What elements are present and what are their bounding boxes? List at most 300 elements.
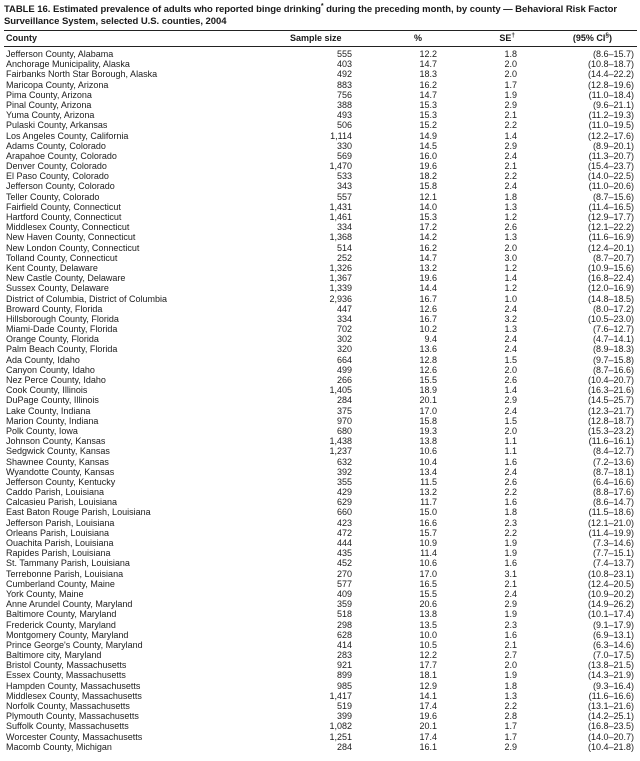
- ci-cell: (11.3–20.7): [588, 150, 634, 161]
- percent-cell: 10.0: [419, 629, 437, 640]
- sample-size-cell: 557: [336, 191, 352, 202]
- sample-size-cell: 577: [336, 578, 352, 589]
- county-cell: El Paso County, Colorado: [6, 171, 109, 182]
- se-cell: 1.2: [504, 283, 517, 294]
- ci-cell: (11.0–18.4): [588, 89, 634, 100]
- se-cell: 1.8: [504, 680, 517, 691]
- sample-size-cell: 298: [336, 619, 352, 630]
- ci-cell: (10.8–18.7): [587, 59, 634, 70]
- table-row: [4, 355, 637, 365]
- sample-size-cell: 399: [336, 711, 352, 722]
- sample-size-cell: 414: [336, 639, 352, 650]
- ci-cell: (14.0–20.7): [587, 731, 634, 742]
- se-cell: 1.4: [504, 130, 517, 141]
- percent-cell: 14.7: [419, 59, 437, 70]
- ci-cell: (9.1–17.9): [592, 619, 634, 630]
- column-header-se: [447, 31, 527, 47]
- table-row: [4, 579, 637, 589]
- county-cell: Yuma County, Arizona: [6, 110, 95, 121]
- table-row: [4, 334, 637, 344]
- table-row: [4, 558, 637, 568]
- table-row: [4, 59, 637, 69]
- sample-size-cell: 266: [336, 375, 352, 385]
- sample-size-cell: 409: [336, 588, 352, 599]
- county-cell: Plymouth County, Massachusetts: [6, 711, 139, 722]
- percent-cell: 14.7: [419, 252, 437, 263]
- percent-cell: 15.5: [419, 375, 437, 385]
- se-cell: 3.0: [504, 252, 517, 263]
- se-cell: 1.3: [504, 324, 517, 335]
- table-row: [4, 171, 637, 181]
- table-row: [4, 80, 637, 90]
- sample-size-cell: 270: [336, 568, 352, 579]
- se-cell: 1.6: [504, 629, 517, 640]
- ci-cell: (7.0–17.5): [592, 650, 634, 661]
- sample-size-cell: 375: [336, 405, 352, 416]
- percent-cell: 12.8: [419, 354, 437, 365]
- se-cell: 2.4: [504, 334, 517, 345]
- table-row: [4, 273, 637, 283]
- ci-cell: (16.8–22.4): [587, 273, 634, 284]
- county-cell: York County, Maine: [6, 588, 84, 599]
- table-row: [4, 569, 637, 579]
- county-cell: Frederick County, Maryland: [6, 619, 116, 630]
- ci-cell: (11.0–19.5): [588, 120, 634, 131]
- county-cell: Baltimore County, Maryland: [6, 609, 117, 620]
- county-cell: Baltimore city, Maryland: [6, 650, 102, 661]
- table-row: [4, 721, 637, 731]
- se-cell: 1.1: [504, 446, 517, 457]
- table-row: [4, 518, 637, 528]
- table-row: [4, 670, 637, 680]
- county-cell: Anne Arundel County, Maryland: [6, 599, 133, 610]
- percent-cell: 19.6: [419, 161, 437, 172]
- ci-cell: (6.3–14.6): [592, 639, 634, 650]
- sample-size-cell: 499: [336, 364, 352, 375]
- sample-size-cell: 628: [336, 629, 352, 640]
- se-cell: 2.1: [504, 110, 517, 121]
- county-cell: Hartford County, Connecticut: [6, 212, 122, 222]
- county-cell: Kent County, Delaware: [6, 262, 98, 273]
- column-header-percent-label: %: [413, 33, 422, 43]
- county-cell: Palm Beach County, Florida: [6, 344, 118, 355]
- percent-cell: 16.6: [419, 517, 437, 528]
- sample-size-cell: 533: [336, 171, 352, 182]
- county-cell: Denver County, Colorado: [6, 161, 107, 172]
- se-cell: 2.1: [504, 578, 517, 589]
- county-cell: Pima County, Arizona: [6, 89, 92, 100]
- percent-cell: 15.0: [419, 507, 437, 518]
- ci-cell: (13.8–21.5): [587, 660, 634, 671]
- percent-cell: 18.1: [419, 670, 437, 681]
- table-row: [4, 538, 637, 548]
- sample-size-cell: 452: [336, 558, 352, 569]
- sample-size-cell: 355: [336, 476, 352, 487]
- se-cell: 1.5: [504, 354, 517, 365]
- ci-cell: (7.4–13.7): [592, 558, 634, 569]
- county-cell: Pinal County, Arizona: [6, 99, 92, 110]
- ci-cell: (10.1–17.4): [587, 609, 634, 620]
- table-header: [4, 31, 637, 47]
- table-row: [4, 395, 637, 405]
- sample-size-cell: 921: [336, 660, 352, 671]
- table-row: [4, 630, 637, 640]
- county-cell: Hillsborough County, Florida: [6, 313, 119, 324]
- percent-cell: 17.2: [419, 222, 437, 233]
- se-cell: 2.0: [504, 59, 517, 70]
- sample-size-cell: 284: [336, 741, 352, 752]
- ci-cell: (10.9–15.6): [587, 262, 634, 273]
- se-cell: 2.8: [504, 711, 517, 722]
- sample-size-cell: 1,367: [329, 273, 352, 284]
- ci-cell: (15.3–23.2): [587, 425, 634, 436]
- percent-cell: 15.8: [419, 415, 437, 426]
- county-cell: Terrebonne Parish, Louisiana: [6, 568, 124, 579]
- se-cell: 2.1: [504, 639, 517, 650]
- table-row: [4, 243, 637, 253]
- se-cell: 2.0: [504, 425, 517, 436]
- column-header-percent: [362, 31, 447, 47]
- table-row: [4, 100, 637, 110]
- se-cell: 1.7: [504, 721, 517, 732]
- table-row: [4, 314, 637, 324]
- sample-size-cell: 435: [336, 548, 352, 559]
- table-row: [4, 304, 637, 314]
- se-cell: 1.9: [504, 670, 517, 681]
- county-cell: DuPage County, Illinois: [6, 395, 99, 406]
- sample-size-cell: 1,237: [329, 446, 352, 457]
- ci-cell: (16.8–23.5): [587, 721, 634, 732]
- se-cell: 1.5: [504, 415, 517, 426]
- percent-cell: 20.6: [419, 599, 437, 610]
- se-cell: 1.4: [504, 273, 517, 284]
- table-row: [4, 181, 637, 191]
- se-cell: 1.9: [504, 89, 517, 100]
- county-cell: Worcester County, Massachusetts: [6, 731, 143, 742]
- ci-cell: (8.9–18.3): [592, 344, 634, 355]
- sample-size-cell: 660: [336, 507, 352, 518]
- percent-cell: 18.3: [419, 69, 437, 80]
- ci-cell: (11.2–19.3): [588, 110, 634, 121]
- ci-cell: (8.6–14.7): [592, 497, 634, 508]
- table-row: [4, 283, 637, 293]
- sample-size-cell: 1,461: [329, 212, 352, 222]
- se-cell: 1.3: [504, 201, 517, 212]
- percent-cell: 14.5: [419, 140, 437, 151]
- ci-cell: (12.3–21.7): [587, 405, 634, 416]
- sample-size-cell: 320: [336, 344, 352, 355]
- percent-cell: 19.3: [419, 425, 437, 436]
- sample-size-cell: 1,082: [329, 721, 352, 732]
- se-cell: 3.1: [504, 568, 517, 579]
- sample-size-cell: 359: [336, 599, 352, 610]
- table-row: [4, 609, 637, 619]
- table-row: [4, 711, 637, 721]
- se-cell: 1.9: [504, 548, 517, 559]
- se-cell: 1.1: [504, 436, 517, 447]
- table-row: [4, 497, 637, 507]
- table-row: [4, 589, 637, 599]
- table-row: [4, 701, 637, 711]
- sample-size-cell: 1,368: [329, 232, 352, 243]
- percent-cell: 15.8: [419, 181, 437, 192]
- se-cell: 2.4: [504, 150, 517, 161]
- county-cell: Broward County, Florida: [6, 303, 103, 314]
- percent-cell: 11.5: [420, 476, 437, 487]
- se-cell: 1.8: [504, 49, 517, 59]
- ci-cell: (14.2–25.1): [587, 711, 634, 722]
- county-cell: Jefferson County, Alabama: [6, 49, 114, 59]
- table-row: [4, 620, 637, 630]
- table-row: [4, 110, 637, 120]
- percent-cell: 13.2: [419, 487, 437, 498]
- se-cell: 2.4: [504, 344, 517, 355]
- ci-cell: (14.3–21.9): [587, 670, 634, 681]
- percent-cell: 14.2: [419, 232, 437, 243]
- se-cell: 2.6: [504, 222, 517, 233]
- ci-cell: (9.7–15.8): [592, 354, 634, 365]
- percent-cell: 12.9: [419, 680, 437, 691]
- ci-cell: (11.6–16.6): [588, 690, 634, 701]
- county-cell: New Haven County, Connecticut: [6, 232, 136, 243]
- percent-cell: 17.4: [419, 731, 437, 742]
- ci-cell: (14.8–18.5): [587, 293, 634, 304]
- percent-cell: 17.4: [419, 701, 437, 711]
- ci-cell: (8.6–15.7): [592, 49, 634, 59]
- table-row: [4, 47, 637, 60]
- county-cell: Caddo Parish, Louisiana: [6, 487, 105, 498]
- percent-cell: 20.1: [419, 395, 437, 406]
- table-row: [4, 294, 637, 304]
- county-cell: Jefferson County, Colorado: [6, 181, 115, 192]
- column-header-county: [4, 31, 289, 47]
- percent-cell: 15.7: [419, 527, 437, 538]
- sample-size-cell: 1,339: [329, 283, 352, 294]
- se-cell: 1.2: [504, 212, 517, 222]
- percent-cell: 10.6: [419, 446, 437, 457]
- county-cell: East Baton Rouge Parish, Louisiana: [6, 507, 151, 518]
- county-cell: Pulaski County, Arkansas: [6, 120, 108, 131]
- ci-cell: (12.2–17.6): [587, 130, 634, 141]
- se-cell: 2.6: [504, 375, 517, 385]
- percent-cell: 12.1: [419, 191, 437, 202]
- table-row: [4, 365, 637, 375]
- ci-cell: (11.0–20.6): [588, 181, 634, 192]
- county-cell: Hampden County, Massachusetts: [6, 680, 141, 691]
- se-cell: 2.3: [504, 619, 517, 630]
- ci-cell: (11.6–16.1): [588, 436, 634, 447]
- table-row: [4, 477, 637, 487]
- se-cell: 2.6: [504, 476, 517, 487]
- se-cell: 2.4: [504, 405, 517, 416]
- sample-size-cell: 569: [336, 150, 352, 161]
- county-cell: New London County, Connecticut: [6, 242, 140, 253]
- ci-cell: (6.4–16.6): [592, 476, 634, 487]
- ci-cell: (6.9–13.1): [592, 629, 634, 640]
- county-cell: Adams County, Colorado: [6, 140, 106, 151]
- table-row: [4, 141, 637, 151]
- se-cell: 2.4: [504, 181, 517, 192]
- table-row: [4, 436, 637, 446]
- sample-size-cell: 629: [336, 497, 352, 508]
- percent-cell: 15.3: [419, 110, 437, 121]
- county-cell: Miami-Dade County, Florida: [6, 324, 118, 335]
- county-cell: Lake County, Indiana: [6, 405, 91, 416]
- percent-cell: 13.2: [419, 262, 437, 273]
- ci-cell: (10.4–21.8): [587, 741, 634, 752]
- se-cell: 1.9: [504, 538, 517, 548]
- table-row: [4, 344, 637, 354]
- sample-size-cell: 334: [336, 222, 352, 233]
- percent-cell: 16.2: [419, 79, 437, 90]
- header-row: [4, 31, 637, 47]
- sample-size-cell: 514: [336, 242, 352, 253]
- table-row: [4, 650, 637, 660]
- ci-cell: (12.4–20.5): [587, 578, 634, 589]
- sample-size-cell: 1,438: [329, 436, 352, 447]
- percent-cell: 16.1: [419, 741, 437, 752]
- table-row: [4, 406, 637, 416]
- percent-cell: 16.7: [419, 293, 437, 304]
- se-cell: 2.9: [504, 599, 517, 610]
- sample-size-cell: 899: [336, 670, 352, 681]
- se-cell: 2.2: [504, 701, 517, 711]
- percent-cell: 14.1: [419, 690, 437, 701]
- county-cell: Bristol County, Massachusetts: [6, 660, 127, 671]
- percent-cell: 16.0: [419, 150, 437, 161]
- percent-cell: 12.2: [419, 650, 437, 661]
- se-cell: 1.6: [504, 456, 517, 467]
- county-cell: Fairbanks North Star Borough, Alaska: [6, 69, 158, 80]
- ci-cell: (10.5–23.0): [587, 313, 634, 324]
- se-cell: 2.0: [504, 364, 517, 375]
- sample-size-cell: 970: [336, 415, 352, 426]
- percent-cell: 11.4: [420, 548, 437, 559]
- ci-cell: (12.1–21.0): [587, 517, 634, 528]
- sample-size-cell: 519: [336, 701, 352, 711]
- percent-cell: 15.5: [419, 588, 437, 599]
- ci-cell: (12.1–22.2): [587, 222, 634, 233]
- ci-cell: (8.9–20.1): [592, 140, 634, 151]
- table-row: [4, 120, 637, 130]
- county-cell: Suffolk County, Massachusetts: [6, 721, 129, 732]
- table-row: [4, 467, 637, 477]
- county-cell: Los Angeles County, California: [6, 130, 129, 141]
- ci-cell: (12.8–18.7): [587, 415, 634, 426]
- column-header-county-label: County: [6, 33, 37, 43]
- se-cell: 2.0: [504, 660, 517, 671]
- sample-size-cell: 284: [336, 395, 352, 406]
- percent-cell: 18.9: [419, 385, 437, 396]
- county-cell: Macomb County, Michigan: [6, 741, 112, 752]
- se-cell: 3.2: [504, 313, 517, 324]
- sample-size-cell: 403: [336, 59, 352, 70]
- percent-cell: 13.4: [419, 466, 437, 477]
- se-cell: 2.2: [504, 171, 517, 182]
- county-cell: Norfolk County, Massachusetts: [6, 701, 130, 711]
- table-title-text-continued: during the preceding month, by county — Behavioral Risk Factor Surveillance System, selected U.S. counties, 2004: [4, 4, 618, 27]
- percent-cell: 12.6: [419, 303, 437, 314]
- ci-cell: (8.7–20.7): [592, 252, 634, 263]
- ci-cell: (10.4–20.7): [587, 375, 634, 385]
- county-cell: Cumberland County, Maine: [6, 578, 115, 589]
- se-cell: 1.3: [504, 690, 517, 701]
- sample-size-cell: 756: [336, 89, 352, 100]
- percent-cell: 10.5: [419, 639, 437, 650]
- percent-cell: 18.2: [419, 171, 437, 182]
- percent-cell: 17.7: [419, 660, 437, 671]
- percent-cell: 17.0: [419, 405, 437, 416]
- footnote-marker-dagger: †: [511, 32, 515, 39]
- se-cell: 2.9: [504, 99, 517, 110]
- ci-cell: (10.9–20.2): [587, 588, 634, 599]
- sample-size-cell: 330: [336, 140, 352, 151]
- county-cell: Polk County, Iowa: [6, 425, 78, 436]
- county-cell: Fairfield County, Connecticut: [6, 201, 121, 212]
- county-cell: Arapahoe County, Colorado: [6, 150, 117, 161]
- table-row: [4, 131, 637, 141]
- county-cell: Canyon County, Idaho: [6, 364, 95, 375]
- percent-cell: 14.4: [419, 283, 437, 294]
- percent-cell: 14.7: [419, 89, 437, 100]
- column-header-se-label: SE: [499, 33, 512, 43]
- county-cell: District of Columbia, District of Columbia: [6, 293, 168, 304]
- sample-size-cell: 1,470: [329, 161, 352, 172]
- column-header-sample-size: [289, 31, 362, 47]
- county-cell: Jefferson County, Kentucky: [6, 476, 116, 487]
- se-cell: 1.7: [504, 79, 517, 90]
- table-row: [4, 732, 637, 742]
- sample-size-cell: 1,417: [329, 690, 352, 701]
- se-cell: 2.0: [504, 242, 517, 253]
- footnote-marker-asterisk: *: [320, 2, 324, 10]
- sample-size-cell: 492: [336, 69, 352, 80]
- table-row: [4, 426, 637, 436]
- sample-size-cell: 343: [336, 181, 352, 192]
- percent-cell: 13.5: [419, 619, 437, 630]
- sample-size-cell: 985: [336, 680, 352, 691]
- percent-cell: 13.6: [419, 344, 437, 355]
- sample-size-cell: 555: [336, 49, 352, 59]
- county-cell: Marion County, Indiana: [6, 415, 99, 426]
- se-cell: 2.4: [504, 588, 517, 599]
- table-row: [4, 640, 637, 650]
- county-cell: Prince George's County, Maryland: [6, 639, 143, 650]
- percent-cell: 13.8: [419, 436, 437, 447]
- percent-cell: 19.6: [419, 711, 437, 722]
- se-cell: 2.9: [504, 741, 517, 752]
- percent-cell: 15.3: [419, 212, 437, 222]
- county-cell: Wyandotte County, Kansas: [6, 466, 115, 477]
- percent-cell: 9.4: [424, 334, 437, 345]
- se-cell: 2.1: [504, 161, 517, 172]
- sample-size-cell: 302: [336, 334, 352, 345]
- ci-cell: (12.9–17.7): [587, 212, 634, 222]
- se-cell: 1.9: [504, 609, 517, 620]
- table-row: [4, 691, 637, 701]
- sample-size-cell: 1,326: [329, 262, 352, 273]
- table-row: [4, 263, 637, 273]
- sample-size-cell: 444: [336, 538, 352, 548]
- county-cell: Orleans Parish, Louisiana: [6, 527, 110, 538]
- sample-size-cell: 388: [336, 99, 352, 110]
- county-cell: New Castle County, Delaware: [6, 273, 126, 284]
- county-cell: Tolland County, Connecticut: [6, 252, 118, 263]
- ci-cell: (11.5–18.6): [588, 507, 634, 518]
- table-row: [4, 69, 637, 79]
- se-cell: 1.3: [504, 232, 517, 243]
- county-cell: Sussex County, Delaware: [6, 283, 109, 294]
